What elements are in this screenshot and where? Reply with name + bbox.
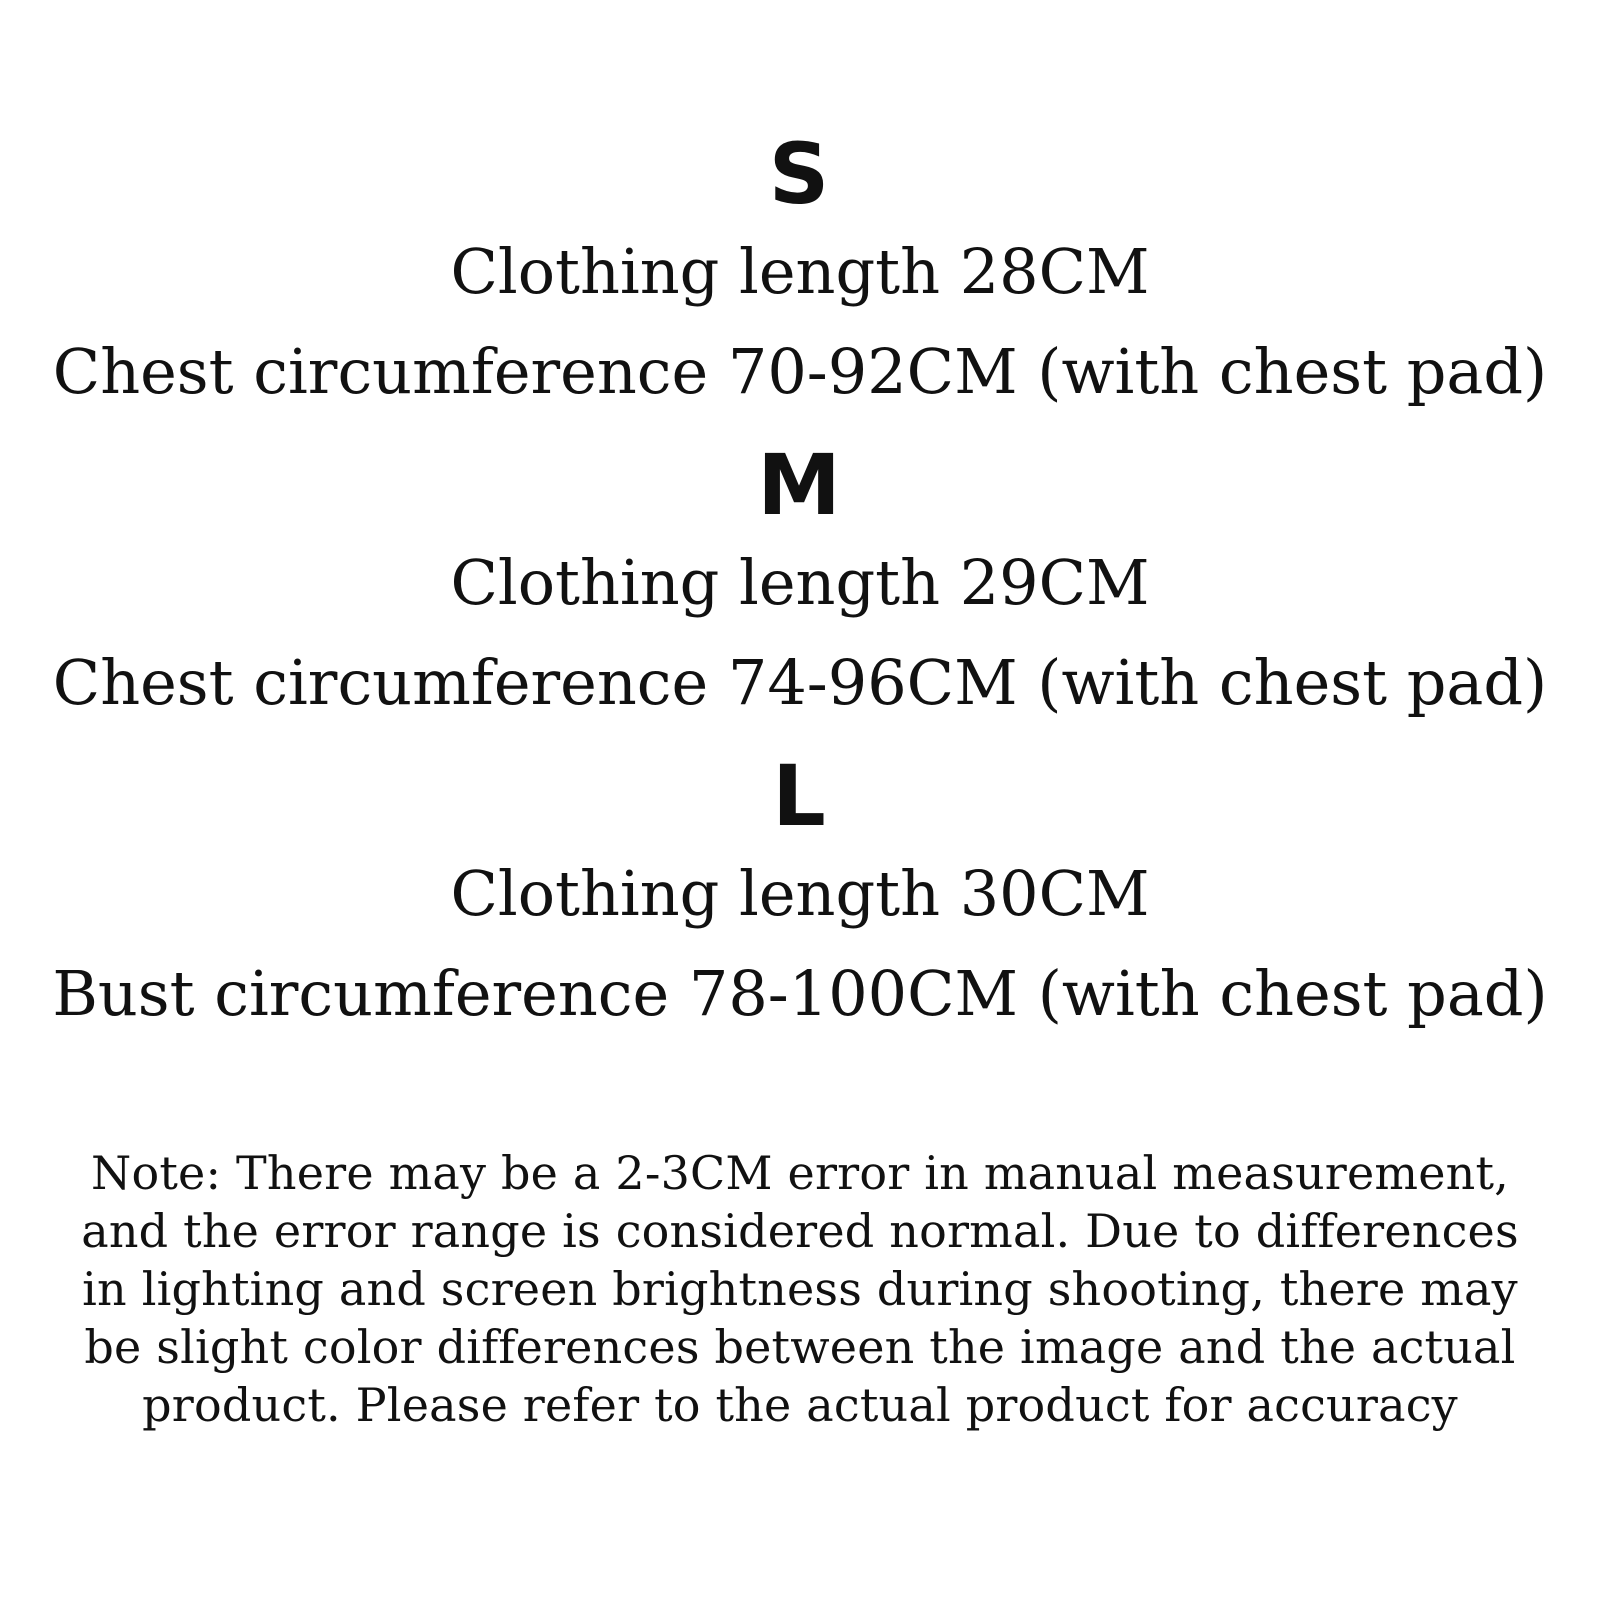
clothing-length-line: Clothing length 30CM (450, 857, 1150, 930)
size-heading: L (772, 747, 828, 845)
note-line: and the error range is considered normal. Due to differences (81, 1204, 1519, 1258)
clothing-length-line: Clothing length 29CM (450, 546, 1150, 619)
measurement-note (30, 1144, 1570, 1434)
size-block-l (0, 748, 1600, 1044)
chest-circumference-line: Chest circumference 74-96CM (with chest pad) (52, 646, 1548, 719)
clothing-length-line: Clothing length 28CM (450, 235, 1150, 308)
note-line: Note: There may be a 2-3CM error in manual measurement, (91, 1146, 1509, 1200)
note-line: in lighting and screen brightness during shooting, there may (82, 1262, 1518, 1316)
note-line: product. Please refer to the actual product for accuracy (142, 1378, 1458, 1432)
size-heading: M (757, 436, 843, 534)
bust-circumference-line: Bust circumference 78-100CM (with chest pad) (52, 957, 1548, 1030)
size-block-m (0, 437, 1600, 733)
note-line: be slight color differences between the image and the actual (84, 1320, 1516, 1374)
size-block-s (0, 126, 1600, 422)
chest-circumference-line: Chest circumference 70-92CM (with chest pad) (52, 335, 1548, 408)
size-heading: S (768, 125, 832, 223)
